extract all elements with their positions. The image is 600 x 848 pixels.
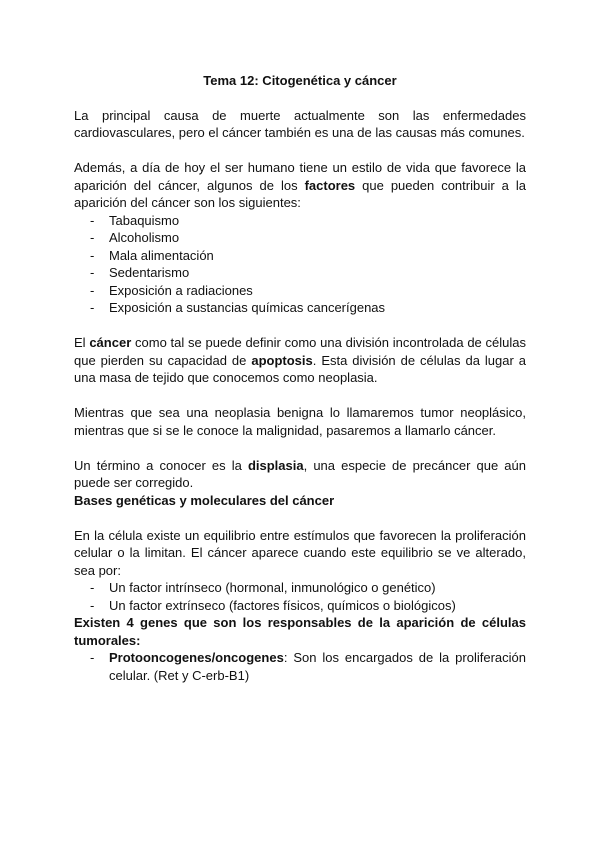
dash-marker: - xyxy=(90,212,95,228)
cancer-def-text-b: como tal se puede definir como una división incontrolada de células que pierden su capacidad de xyxy=(74,335,527,368)
dash-marker: - xyxy=(90,650,95,665)
dash-marker: - xyxy=(90,282,95,298)
genes-list xyxy=(74,649,526,684)
factors-intro-text-a: Además, a día de hoy el ser humano tiene un estilo de vida que favorece la aparición del cáncer, algunos de los xyxy=(74,160,526,193)
intro-paragraph: La principal causa de muerte actualmente son las enfermedades cardiovasculares, pero el cáncer también es una de las causas más comunes. xyxy=(74,107,526,140)
dash-marker: - xyxy=(90,580,95,595)
cancer-def-text-a: El xyxy=(74,335,90,350)
dash-marker: - xyxy=(90,265,95,280)
list-item-text: Alcoholismo xyxy=(109,230,180,245)
displasia-paragraph xyxy=(74,457,526,492)
list-item-text: Exposición a radiaciones xyxy=(109,282,253,298)
list-item xyxy=(74,229,526,247)
gene-name: Protooncogenes/oncogenes xyxy=(109,650,284,665)
neoplasia-paragraph: Mientras que sea una neoplasia benigna lo llamaremos tumor neoplásico, mientras que si se le conoce la malignidad, pasaremos a llamarlo cáncer. xyxy=(74,405,526,438)
list-item xyxy=(74,212,526,230)
dash-marker: - xyxy=(90,247,95,263)
document-page xyxy=(74,72,526,684)
list-item xyxy=(74,264,526,282)
list-item-text: Sedentarismo xyxy=(109,265,190,280)
factors-list xyxy=(74,212,526,317)
displasia-text-a: Un término a conocer es la xyxy=(74,457,248,473)
displasia-text-b: , una especie de precáncer que aún puede ser corregido. xyxy=(74,457,526,490)
list-item xyxy=(74,579,526,597)
list-item xyxy=(74,282,526,300)
cancer-def-text-c: . Esta división de células da lugar a una masa de tejido que conocemos como neoplasia. xyxy=(74,352,526,385)
factors-intro-paragraph xyxy=(74,159,526,212)
list-item xyxy=(74,247,526,265)
dash-marker: - xyxy=(90,597,95,613)
list-item-text: Un factor intrínseco (hormonal, inmunológico o genético) xyxy=(109,580,436,595)
list-item xyxy=(74,649,526,684)
dash-marker: - xyxy=(90,230,95,245)
causes-list xyxy=(74,579,526,614)
equilibrium-paragraph: En la célula existe un equilibrio entre estímulos que favorecen la proliferación celular o la limitan. El cáncer aparece cuando este equilibrio se ve alterado, sea por: xyxy=(74,527,526,578)
list-item xyxy=(74,597,526,615)
page-title: Tema 12: Citogenética y cáncer xyxy=(203,73,397,88)
list-item xyxy=(74,299,526,317)
list-item-text: Un factor extrínseco (factores físicos, químicos o biológicos) xyxy=(109,597,456,613)
list-item-text: Mala alimentación xyxy=(109,247,214,263)
displasia-term: displasia xyxy=(247,457,304,473)
gene-description: : Son los encargados de la proliferación celular. (Ret y C-erb-B1) xyxy=(109,650,526,683)
dash-marker: - xyxy=(90,300,95,315)
section-heading-genes: Existen 4 genes que son los responsables de la aparición de células tumorales: xyxy=(74,615,526,648)
section-heading-bases: Bases genéticas y moleculares del cáncer xyxy=(74,492,335,508)
factors-intro-text-b: que pueden contribuir a la aparición del cáncer son los siguientes: xyxy=(74,177,526,210)
cancer-term: cáncer xyxy=(89,335,132,350)
list-item-text: Exposición a sustancias químicas cancerígenas xyxy=(109,300,386,315)
cancer-definition-paragraph xyxy=(74,334,526,387)
list-item-text: Tabaquismo xyxy=(109,212,180,228)
factors-term: factores xyxy=(304,177,356,193)
apoptosis-term: apoptosis xyxy=(251,352,313,368)
